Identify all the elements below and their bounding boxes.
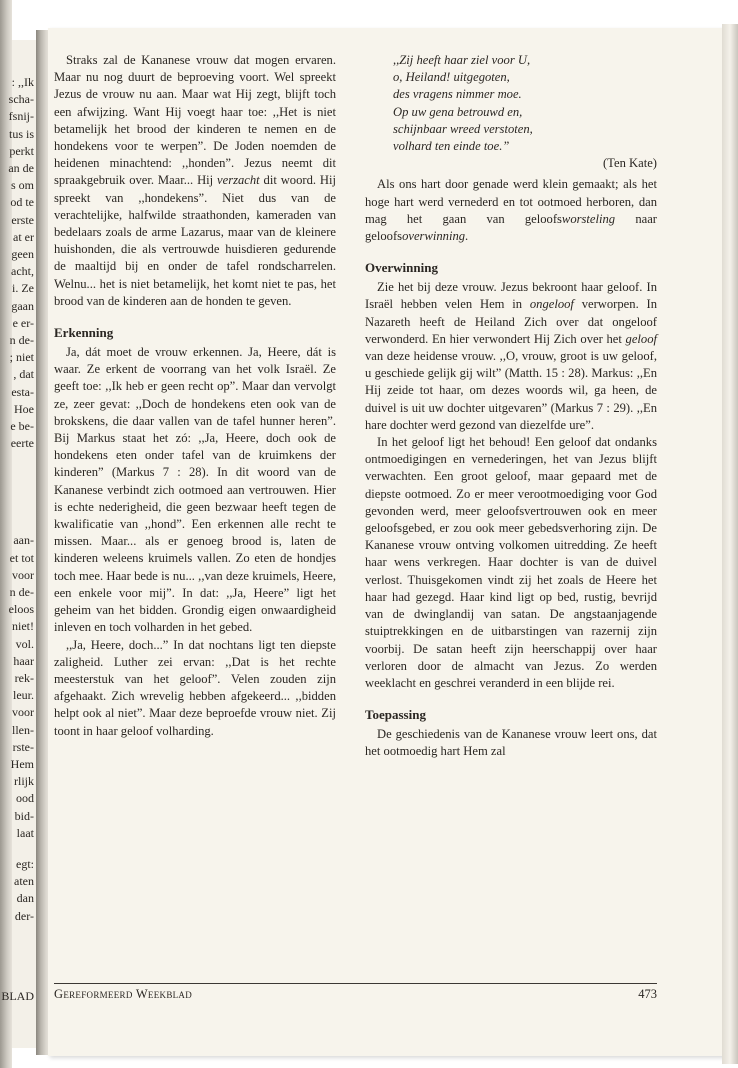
prev-page-fragment: : ,,Ik: [11, 75, 34, 89]
prev-page-fragment: Hoe: [14, 401, 34, 416]
poem-attribution: (Ten Kate): [602, 156, 657, 171]
prev-page-fragment: voor: [12, 705, 34, 720]
prev-page-fragment: fsnij-: [8, 109, 34, 124]
page-gutter: [36, 30, 48, 1055]
right-column: [365, 52, 657, 761]
prev-page-fragment: et tot: [9, 550, 34, 565]
publication-name: Gereformeerd Weekblad: [54, 987, 193, 1001]
emphasis: geloof: [625, 331, 657, 346]
section-heading: Erkenning: [54, 325, 114, 341]
prev-page-fragment: ; niet: [9, 350, 34, 365]
prev-page-fragment: voor: [12, 567, 34, 582]
footer-rule: [54, 983, 657, 984]
prev-page-fragment: der-: [14, 908, 34, 923]
prev-page-fragment: e be-: [10, 419, 34, 433]
poem-line: ,,Zij heeft haar ziel voor U,: [393, 53, 531, 67]
poem-quote: [393, 52, 657, 155]
prev-page-fragment: rek-: [14, 671, 34, 685]
poem-line: volhard ten einde toe.”: [393, 139, 510, 154]
prev-page-fragment: n de-: [9, 333, 34, 347]
paragraph: Ja, dát moet de vrouw erkennen. Ja, Heere, dát is waar. Ze erkent de voorrang van het volk Israël. Ze geeft toe: ,,Ik heb er geen recht op”. Maar dan vervolgt ze, zeer gevat: ,,Doch de hondekens eten ook van de brokskens, die daar vallen van de tafel hunner heren”. Bij Markus staat het zó: ,,Ja, Heere, doch ook de hondekens eten onder tafel van de kruimkens der kinderen” (Markus 7 : 28). In dit woord van de Kananese verbindt zich ootmoed aan vertrouwen. Hier is echte nederigheid, die geen bezwaar heeft tegen de kwalificatie van ,,hond”. Een erkennen alle recht te missen. Maar... als er genoeg brood is, laten de kinderen weleens kruimels vallen. Zo eten de hondjes toch mee. Haar bede is nu... ,,van deze kruimels, Heere, een enkele voor mij”. In dat: ,,Ja, Heere” ligt het geheim van het bidden. Grondig eigen onwaardigheid inleven en toch volharden in het gebed.: [54, 345, 336, 635]
text-run: Als ons hart door genade werd klein gemaakt; als het hoge hart werd vernederd en tot ootmoed herboren, dan mag het gaan van geloofs: [365, 177, 657, 226]
poem-line: des vragens nimmer moe.: [393, 87, 522, 102]
poem-line: o, Heiland! uitgegoten,: [393, 70, 510, 85]
prev-page-fragment: bid-: [14, 808, 34, 823]
prev-page-fragment: eloos: [8, 602, 34, 617]
prev-page-fragment: ood: [16, 791, 34, 806]
prev-page-fragment: acht,: [11, 264, 34, 279]
prev-page-fragment: aan-: [13, 533, 34, 548]
prev-page-fragment: niet!: [12, 619, 34, 634]
text-run: Straks zal de Kananese vrouw dat mogen ervaren. Maar nu nog duurt de beproeving voort. Wel spreekt Jezus de vrouw nu aan. Maar wat Hij zegt, blijft toch een afwijzing. Want Hij voegt haar toe: ,,Het is niet betamelijk het brood der kinderen te nemen en de hondekens voor te werpen”. De Joden noemden de heidenen minachtend: ,,honden”. Jezus neemt dit spraakgebruik over. Maar... Hij: [54, 53, 336, 188]
prev-page-fragment: leur.: [13, 688, 34, 703]
paragraph: [365, 176, 657, 245]
emphasis: worsteling: [561, 211, 616, 226]
prev-page-fragment: dan: [16, 891, 34, 906]
paragraph: De geschiedenis van de Kananese vrouw leert ons, dat het ootmoedig hart Hem zal: [365, 727, 657, 759]
left-column: [54, 52, 336, 740]
prev-page-fragment: egt:: [16, 857, 34, 871]
prev-page-fragment: Hem: [10, 757, 34, 771]
text-run: van deze heidense vrouw. ,,O, vrouw, groot is uw geloof, u geschiede gelijk gij wilt” (Matth. 15 : 28). Markus: ,,En Hij zeide tot haar, om dezes woords wil, ga heen, de duivel is uit uw dochter uitgevaren” (Markus 7 : 29). ,,En hare dochter werd gezond van diezelfde ure”.: [365, 349, 657, 432]
prev-page-fragment: tus is: [8, 126, 34, 141]
prev-page-fragment: at er: [13, 229, 34, 244]
prev-page-fragment: perkt: [9, 143, 34, 158]
prev-page-fragment: e er-: [12, 315, 34, 330]
paragraph: ,,Ja, Heere, doch...” In dat nochtans ligt ten diepste zaligheid. Luther zei ervan: ,,Dat is het rechte meesterstuk van het geloof”. Velen zouden zijn afgehaakt. Zich wrevelig hebben afgekeerd... ,,bidden helpt ook al niet”. Maar deze beproefde vrouw niet. Zij toont in haar geloof volharding.: [54, 637, 336, 738]
prev-page-fragment: erste: [11, 212, 34, 227]
prev-page-fragment: i. Ze: [12, 281, 34, 296]
emphasis: verzacht: [217, 173, 260, 188]
prev-page-fragment: llen-: [12, 722, 34, 737]
prev-page-fragment: haar: [13, 653, 34, 668]
prev-page-fragment: rlijk: [14, 774, 34, 789]
section-heading: Toepassing: [365, 707, 426, 723]
text-run: verworpen. In Nazareth heeft de Heiland Zich over dat ongeloof verwonderd. En hier verwondert Hij Zich over het: [365, 297, 657, 346]
prev-page-fragment: aten: [14, 874, 34, 889]
prev-page-fragment: od te: [10, 195, 34, 210]
prev-page-fragment: , dat: [13, 367, 34, 382]
emphasis: overwinning: [402, 229, 466, 244]
prev-page-fragment: geen: [11, 247, 34, 261]
prev-page-fragment: gaan: [11, 298, 34, 313]
text-run: Zie het bij deze vrouw. Jezus bekroont haar geloof. In Israël hebben velen Hem in: [365, 280, 657, 312]
prev-page-fragment: an de: [8, 161, 34, 175]
prev-page-fragment: scha-: [8, 92, 34, 107]
prev-page-fragment: rste-: [12, 739, 34, 754]
poem-line: Op uw gena betrouwd en,: [393, 104, 523, 119]
paragraph: [365, 279, 657, 434]
prev-page-fragment: BLAD: [1, 989, 34, 1003]
paragraph: [54, 52, 336, 310]
prev-page-fragment: n de-: [9, 585, 34, 599]
prev-page-fragment: laat: [16, 825, 34, 840]
text-run: naar geloofs: [365, 211, 657, 244]
prev-page-fragment: eerte: [10, 436, 34, 451]
prev-page-fragment: s om: [10, 178, 34, 193]
paragraph: In het geloof ligt het behoud! Een geloof dat ondanks ontmoedigingen en vernederingen, het van Jezus blijft verwachten. Een groot geloof, maar gepaard met de diepste ootmoed. Zo er meer verootmoediging voor God gevonden werd, meer geloofsvertrouwen ook en meer geloofsgebed, er zou ook meer gebedsverhoring zijn. De Kananese vrouw ontving volkomen uitredding. Ze heeft haar wens verkregen. Haar dochter is van de duivel verlost. Thuisgekomen vindt zij het zoals de Heere het haar had gezegd. Haar kind ligt op bed, rustig, bevrijd van de dwinglandij van satan. De angstaanjagende stuiptrekkingen en de uitbarstingen van razernij zijn voorbij. De satan heeft zijn heerschappij over haar verloren door de almacht van Jezus. Zo werden weeklacht en geschrei veranderd in een blijde rei.: [365, 435, 657, 690]
prev-page-fragment: vol.: [15, 636, 34, 651]
section-heading: Overwinning: [365, 260, 438, 276]
previous-page-edge: [1, 40, 36, 1048]
text-run: .: [465, 229, 469, 244]
emphasis: ongeloof: [529, 297, 574, 312]
prev-page-fragment: esta-: [11, 384, 34, 399]
page-edge-right: [722, 24, 738, 1064]
text-run: dit woord. Hij spreekt van ,,hondekens”. Niet dus van de verachtelijke, halfwilde straathonden, kameraden van bedelaars zoals de arme Lazarus, maar van de kleinere huishonden, die als vertrouwde huisdieren gedurende de maaltijd bij en onder de tafel rondscharrelen. Welnu... het is niet betamelijk, het komt niet te pas, het brood van de kinderen aan de honden te geven.: [54, 173, 336, 308]
poem-line: schijnbaar wreed verstoten,: [393, 121, 533, 136]
page-number: 473: [638, 987, 657, 1001]
